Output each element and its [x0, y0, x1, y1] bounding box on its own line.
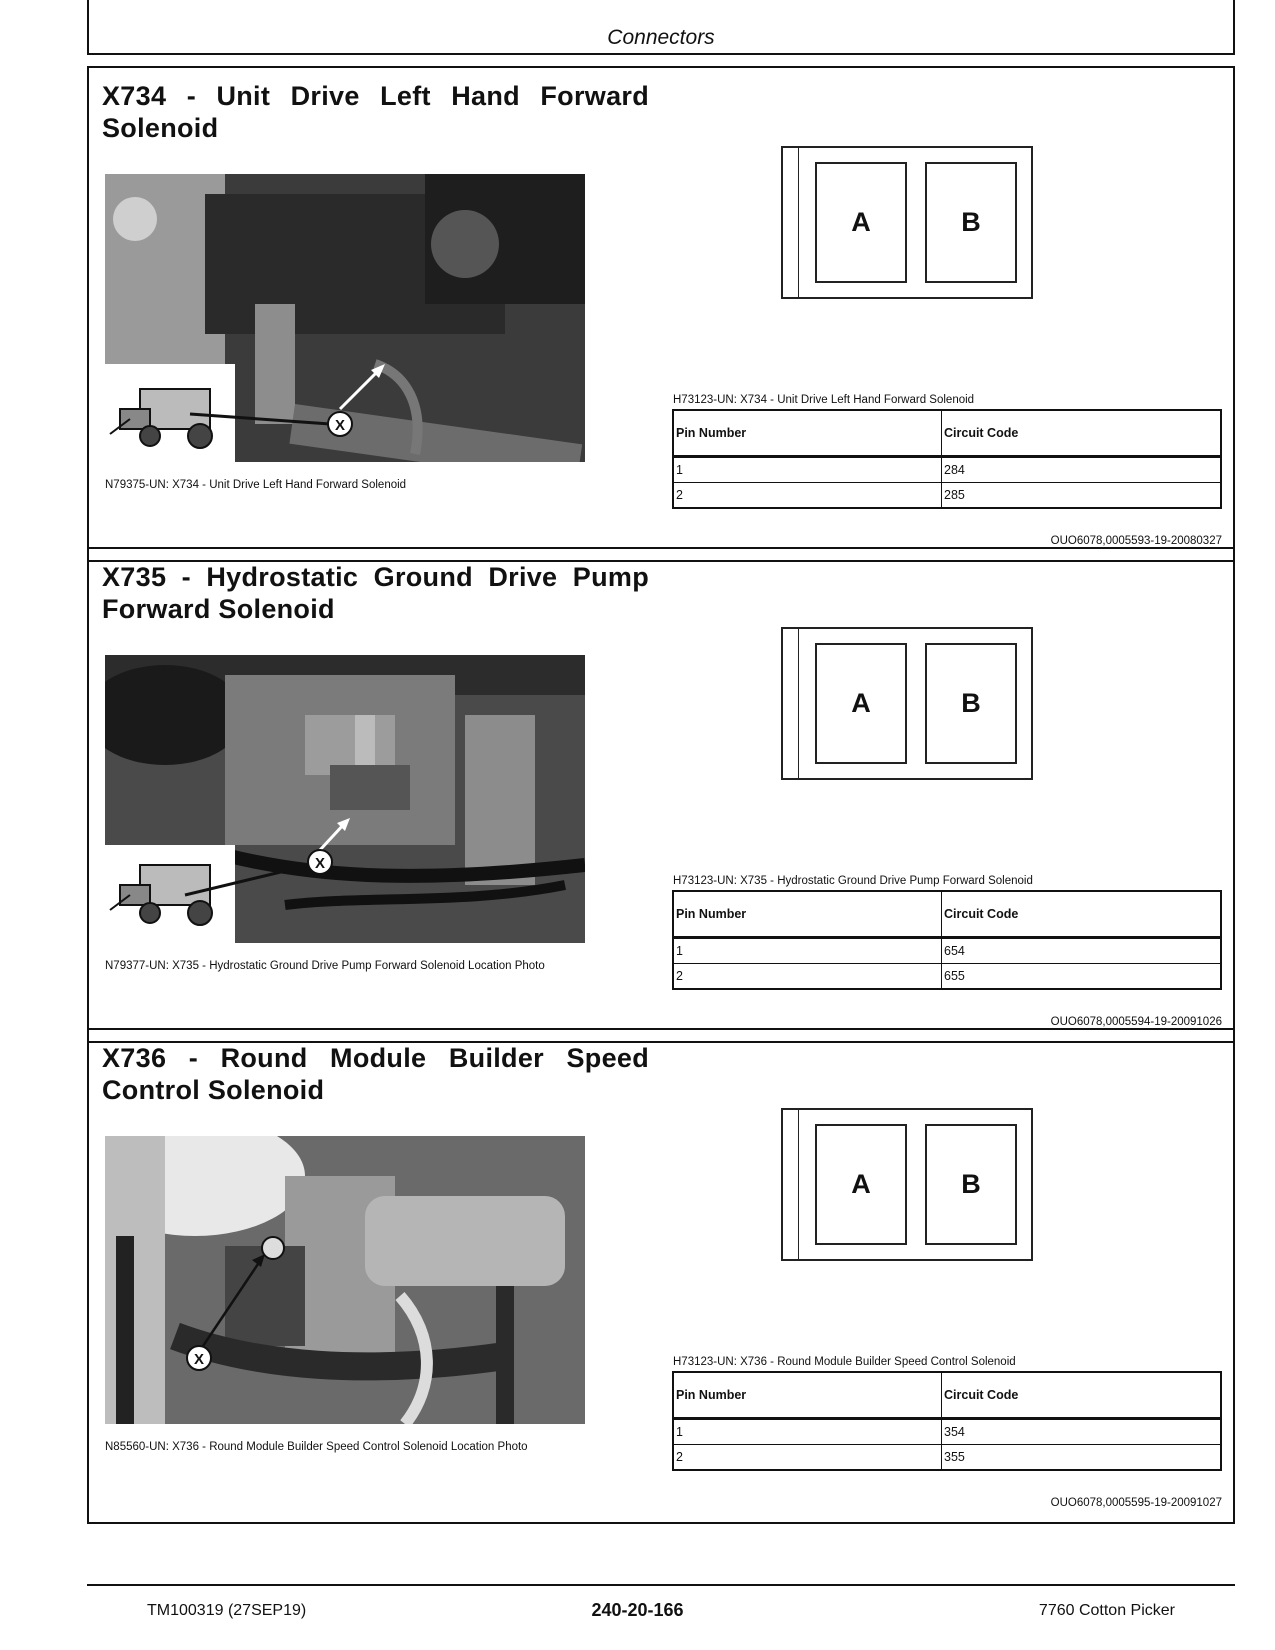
pin-cell: 2	[673, 1445, 942, 1471]
section-title: X735 - Hydrostatic Ground Drive Pump Forward Solenoid	[102, 562, 649, 624]
circuit-cell: 355	[942, 1445, 1222, 1471]
callout-label: X	[193, 1351, 205, 1368]
connector-diagram	[781, 627, 1033, 780]
circuit-cell: 284	[942, 457, 1222, 483]
table-row	[673, 1445, 1221, 1471]
connector-latch-line	[798, 148, 799, 297]
page-number: 240-20-166	[591, 1600, 684, 1620]
section-title: X736 - Round Module Builder Speed Control Solenoid	[102, 1043, 649, 1105]
table-header-row	[673, 410, 1221, 457]
pin-a-cavity: A	[815, 643, 907, 764]
pin-cell: 1	[673, 938, 942, 964]
table-header-row	[673, 891, 1221, 938]
document-id: OUO6078,0005595-19-20091027	[1050, 1497, 1222, 1509]
page-title: Connectors	[607, 26, 715, 49]
circuit-cell: 654	[942, 938, 1222, 964]
manual-number: TM100319 (27SEP19)	[147, 1602, 307, 1619]
page-header	[87, 0, 1235, 55]
document-id: OUO6078,0005594-19-20091026	[1050, 1016, 1222, 1028]
pin-cell: 2	[673, 483, 942, 509]
location-photo	[105, 174, 585, 462]
table-header-row	[673, 1372, 1221, 1419]
section-title: X734 - Unit Drive Left Hand Forward Solenoid	[102, 81, 649, 143]
table-row	[673, 938, 1221, 964]
table-row	[673, 483, 1221, 509]
connector-diagram	[781, 1108, 1033, 1261]
pin-a-cavity: A	[815, 162, 907, 283]
pin-b-cavity: B	[925, 643, 1017, 764]
document-id: OUO6078,0005593-19-20080327	[1050, 535, 1222, 547]
machine-model: 7760 Cotton Picker	[1038, 1602, 1175, 1619]
photo-caption: N79375-UN: X734 - Unit Drive Left Hand Forward Solenoid	[105, 479, 407, 491]
pin-circuit-table	[672, 890, 1222, 990]
connector-section-x735	[87, 547, 1235, 1043]
table-caption: H73123-UN: X735 - Hydrostatic Ground Drive Pump Forward Solenoid	[673, 875, 1033, 887]
pin-circuit-table	[672, 1371, 1222, 1471]
table-row	[673, 964, 1221, 990]
header-circuit-code: Circuit Code	[942, 1372, 1222, 1419]
pin-cell: 2	[673, 964, 942, 990]
connector-section-x736	[87, 1028, 1235, 1524]
connector-section-x734	[87, 66, 1235, 562]
pin-cell: 1	[673, 457, 942, 483]
circuit-cell: 354	[942, 1419, 1222, 1445]
header-circuit-code: Circuit Code	[942, 410, 1222, 457]
table-caption: H73123-UN: X734 - Unit Drive Left Hand Forward Solenoid	[673, 394, 975, 406]
pin-b-cavity: B	[925, 1124, 1017, 1245]
connector-latch-line	[798, 1110, 799, 1259]
header-pin-number: Pin Number	[673, 1372, 942, 1419]
photo-caption: N79377-UN: X735 - Hydrostatic Ground Drive Pump Forward Solenoid Location Photo	[105, 960, 545, 972]
callout-label: X	[314, 855, 326, 872]
footer-divider	[87, 1584, 1235, 1586]
circuit-cell: 655	[942, 964, 1222, 990]
circuit-cell: 285	[942, 483, 1222, 509]
location-photo	[105, 1136, 585, 1424]
header-circuit-code: Circuit Code	[942, 891, 1222, 938]
table-row	[673, 457, 1221, 483]
pin-b-cavity: B	[925, 162, 1017, 283]
table-caption: H73123-UN: X736 - Round Module Builder Speed Control Solenoid	[673, 1356, 1016, 1368]
pin-cell: 1	[673, 1419, 942, 1445]
location-photo	[105, 655, 585, 943]
header-pin-number: Pin Number	[673, 891, 942, 938]
photo-caption: N85560-UN: X736 - Round Module Builder Speed Control Solenoid Location Photo	[105, 1441, 528, 1453]
table-row	[673, 1419, 1221, 1445]
header-pin-number: Pin Number	[673, 410, 942, 457]
connector-latch-line	[798, 629, 799, 778]
pin-circuit-table	[672, 409, 1222, 509]
pin-a-cavity: A	[815, 1124, 907, 1245]
connector-diagram	[781, 146, 1033, 299]
callout-label: X	[334, 417, 346, 434]
